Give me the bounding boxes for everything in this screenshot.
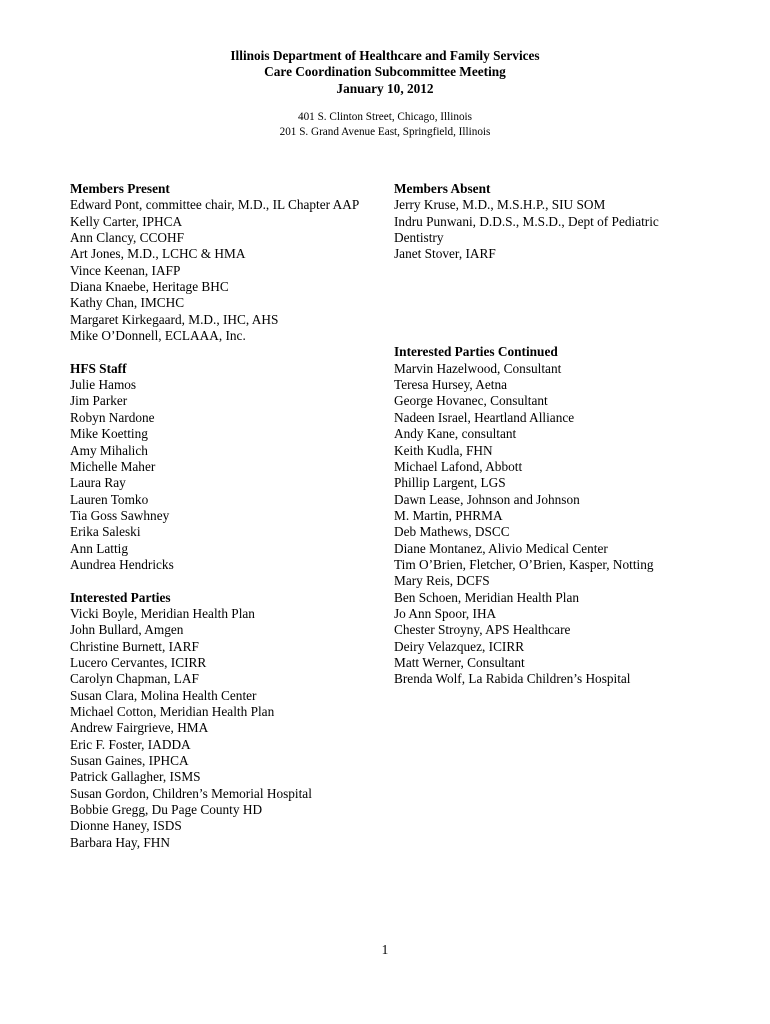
section-title-interested-parties-continued: Interested Parties Continued (394, 344, 558, 360)
list-item: Tim O’Brien, Fletcher, O’Brien, Kasper, Notting (394, 556, 654, 572)
list-item: Edward Pont, committee chair, M.D., IL Chapter AAP (70, 197, 360, 213)
list-item: Vicki Boyle, Meridian Health Plan (70, 605, 255, 621)
list-item: Michael Cotton, Meridian Health Plan (70, 704, 275, 719)
list-item: Jerry Kruse, M.D., M.S.H.P., SIU SOM (394, 197, 606, 213)
title-line-date: January 10, 2012 (336, 80, 434, 96)
list-item: Keith Kudla, FHN (394, 442, 493, 458)
document-header (0, 48, 770, 141)
list-item: Janet Stover, IARF (394, 246, 496, 262)
list-item: Chester Stroyny, APS Healthcare (394, 622, 571, 638)
list-item: John Bullard, Amgen (70, 622, 184, 638)
section-title-members-absent: Members Absent (394, 181, 491, 196)
list-item: George Hovanec, Consultant (394, 393, 548, 409)
list-item: Michelle Maher (70, 458, 156, 474)
list-item: Amy Mihalich (70, 442, 148, 458)
list-item: Susan Gaines, IPHCA (70, 753, 189, 769)
list-item: Barbara Hay, FHN (70, 834, 170, 850)
interested-parties-list (70, 606, 390, 851)
list-item: Eric F. Foster, IADDA (70, 736, 191, 752)
list-item: Andy Kane, consultant (394, 426, 517, 442)
list-item: Vince Keenan, IAFP (70, 262, 181, 278)
list-item: Tia Goss Sawhney (70, 507, 170, 523)
list-item: Erika Saleski (70, 524, 141, 540)
list-item: Teresa Hursey, Aetna (394, 377, 508, 393)
list-item: Susan Gordon, Children’s Memorial Hospital (70, 785, 312, 801)
right-column (394, 181, 694, 688)
section-spacer (394, 263, 694, 279)
section-title-members-present: Members Present (70, 181, 170, 196)
list-item: Lucero Cervantes, ICIRR (70, 654, 207, 670)
section-title-interested-parties: Interested Parties (70, 589, 171, 605)
list-item: Nadeen Israel, Heartland Alliance (394, 409, 575, 425)
address-chicago: 401 S. Clinton Street, Chicago, Illinois (297, 110, 473, 123)
list-item: Ann Lattig (70, 540, 128, 556)
page-number: 1 (381, 942, 389, 957)
list-item: Dentistry (394, 230, 444, 246)
list-item: Deb Mathews, DSCC (394, 524, 510, 540)
list-item: M. Martin, PHRMA (394, 507, 503, 523)
document-title (0, 48, 770, 97)
list-item: Christine Burnett, IARF (70, 638, 199, 654)
list-item: Julie Hamos (70, 377, 137, 393)
list-item: Jo Ann Spoor, IHA (394, 605, 497, 621)
members-present-list (70, 197, 390, 344)
list-item: Matt Werner, Consultant (394, 654, 525, 670)
list-item: Phillip Largent, LGS (394, 475, 506, 491)
list-item: Andrew Fairgrieve, HMA (70, 720, 209, 736)
section-spacer (394, 312, 694, 328)
section-spacer (394, 295, 694, 311)
list-item: Mike O’Donnell, ECLAAA, Inc. (70, 328, 246, 344)
list-item: Deiry Velazquez, ICIRR (394, 638, 525, 654)
list-item: Kelly Carter, IPHCA (70, 213, 183, 229)
list-item: Carolyn Chapman, LAF (70, 671, 199, 687)
list-item: Marvin Hazelwood, Consultant (394, 360, 562, 376)
section-members-present (70, 181, 390, 344)
list-item: Diane Montanez, Alivio Medical Center (394, 540, 608, 556)
list-item: Ben Schoen, Meridian Health Plan (394, 589, 580, 605)
list-item: Aundrea Hendricks (70, 556, 174, 572)
list-item: Patrick Gallagher, ISMS (70, 769, 201, 785)
list-item: Ann Clancy, CCOHF (70, 230, 185, 246)
title-line-department: Illinois Department of Healthcare and Family Services (230, 48, 540, 63)
title-line-meeting: Care Coordination Subcommittee Meeting (264, 64, 506, 80)
section-interested-parties-continued (394, 344, 694, 687)
list-item: Diana Knaebe, Heritage BHC (70, 279, 229, 295)
section-members-absent (394, 181, 694, 263)
section-spacer (394, 328, 694, 344)
hfs-staff-list (70, 377, 390, 573)
section-spacer (394, 279, 694, 295)
list-item: Lauren Tomko (70, 491, 149, 507)
section-spacer (70, 573, 390, 589)
list-item: Mary Reis, DCFS (394, 573, 490, 589)
list-item: Mike Koetting (70, 426, 148, 442)
list-item: Kathy Chan, IMCHC (70, 295, 185, 311)
list-item: Margaret Kirkegaard, M.D., IHC, AHS (70, 311, 279, 327)
list-item: Indru Punwani, D.D.S., M.S.D., Dept of Pediatric (394, 213, 659, 229)
list-item: Susan Clara, Molina Health Center (70, 687, 257, 703)
address-springfield: 201 S. Grand Avenue East, Springfield, Illinois (279, 126, 491, 139)
section-spacer (70, 344, 390, 360)
list-item: Bobbie Gregg, Du Page County HD (70, 802, 263, 818)
interested-parties-continued-list (394, 361, 694, 688)
section-interested-parties (70, 590, 390, 852)
section-hfs-staff (70, 361, 390, 573)
list-item: Brenda Wolf, La Rabida Children’s Hospital (394, 671, 631, 687)
list-item: Dawn Lease, Johnson and Johnson (394, 491, 580, 507)
list-item: Dionne Haney, ISDS (70, 818, 182, 834)
meeting-addresses (0, 110, 770, 141)
members-absent-list (394, 197, 694, 262)
section-title-hfs-staff: HFS Staff (70, 360, 127, 376)
list-item: Laura Ray (70, 475, 126, 491)
left-column (70, 181, 390, 851)
list-item: Jim Parker (70, 393, 128, 409)
list-item: Art Jones, M.D., LCHC & HMA (70, 246, 246, 262)
list-item: Robyn Nardone (70, 409, 155, 425)
list-item: Michael Lafond, Abbott (394, 458, 523, 474)
